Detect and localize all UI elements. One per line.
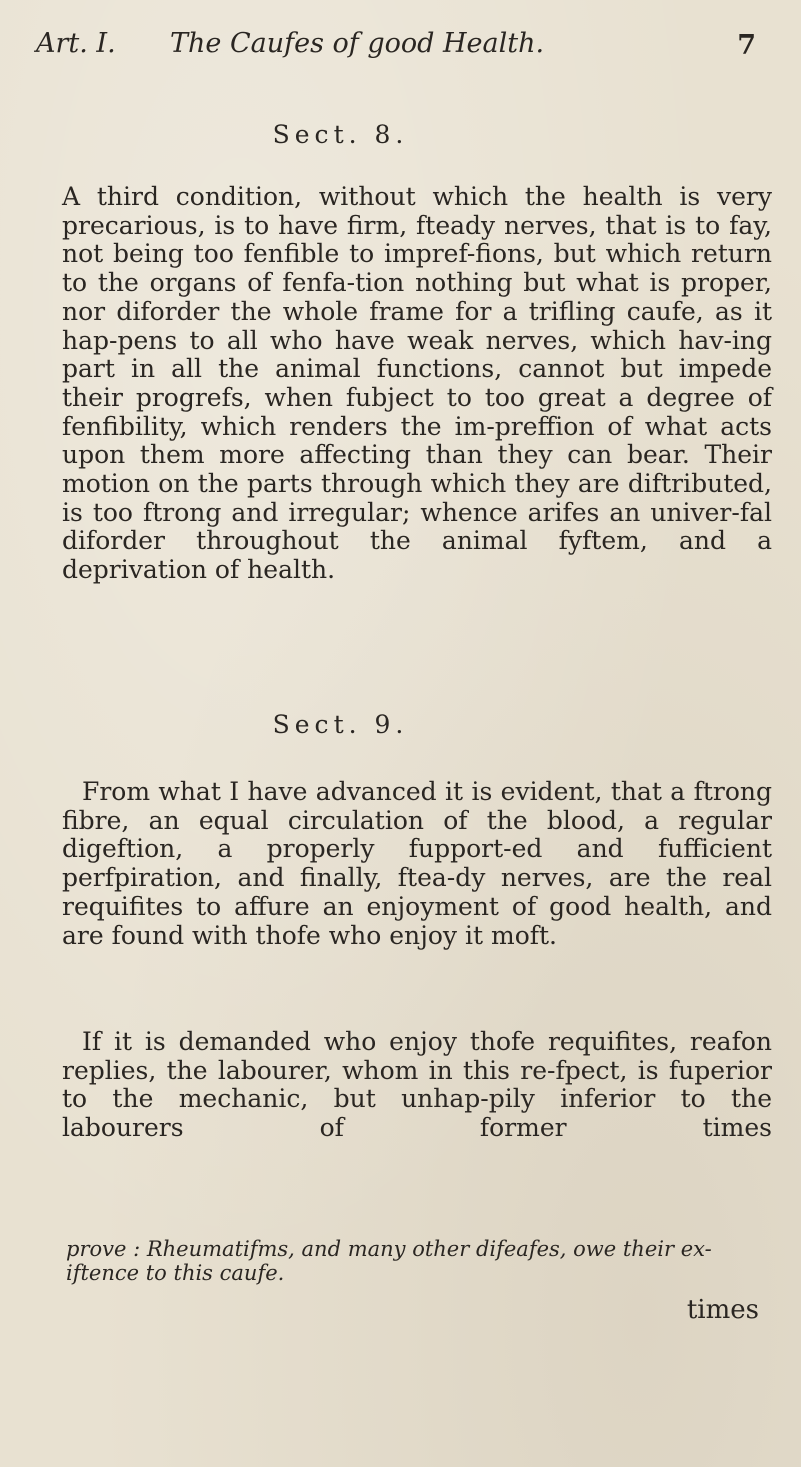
running-title: The Caufes of good Health. xyxy=(170,28,545,59)
section-8-paragraph: A third condition, without which the health is very precarious, is to have firm, fteady nerves, that is to fay, not being too fenfible to impref-fions, but which return to the organs of fenfa-tion nothing but what is proper, nor diforder the whole frame for a trifling caufe, as it hap-pens to all who have weak nerves, which hav-ing part in all the animal functions, cannot but impede their progrefs, when fubject to too great a degree of fenfibility, which renders the im-preffion of what acts upon them more affecting than they can bear. Their motion on the parts through which they are diftributed, is too ftrong and irregular; whence arifes an univer-fal diforder throughout the animal fyftem, and a deprivation of health. xyxy=(62,182,772,585)
article-label: Art. I. xyxy=(36,28,116,59)
section-9-paragraph-1: From what I have advanced it is evident, that a ftrong fibre, an equal circulation of the blood, a regular digeftion, a properly fupport-ed and fufficient perfpiration, and finally, ftea-dy nerves, are the real requifites to affure an enjoyment of good health, and are found with thofe who enjoy it moft. xyxy=(62,777,772,950)
section-heading-9: Sect. 9. xyxy=(272,710,409,739)
catchword: times xyxy=(686,1295,759,1325)
section-heading-8: Sect. 8. xyxy=(272,120,409,149)
page-number: 7 xyxy=(737,30,756,61)
section-9-paragraph-2: If it is demanded who enjoy thofe requifites, reafon replies, the labourer, whom in this re-fpect, is fuperior to the mechanic, but unhap-pily inferior to the labourers of former times xyxy=(62,1027,772,1143)
footnote: prove : Rheumatifms, and many other difeafes, owe their ex-iftence to this caufe. xyxy=(66,1237,712,1285)
running-head xyxy=(36,20,776,64)
